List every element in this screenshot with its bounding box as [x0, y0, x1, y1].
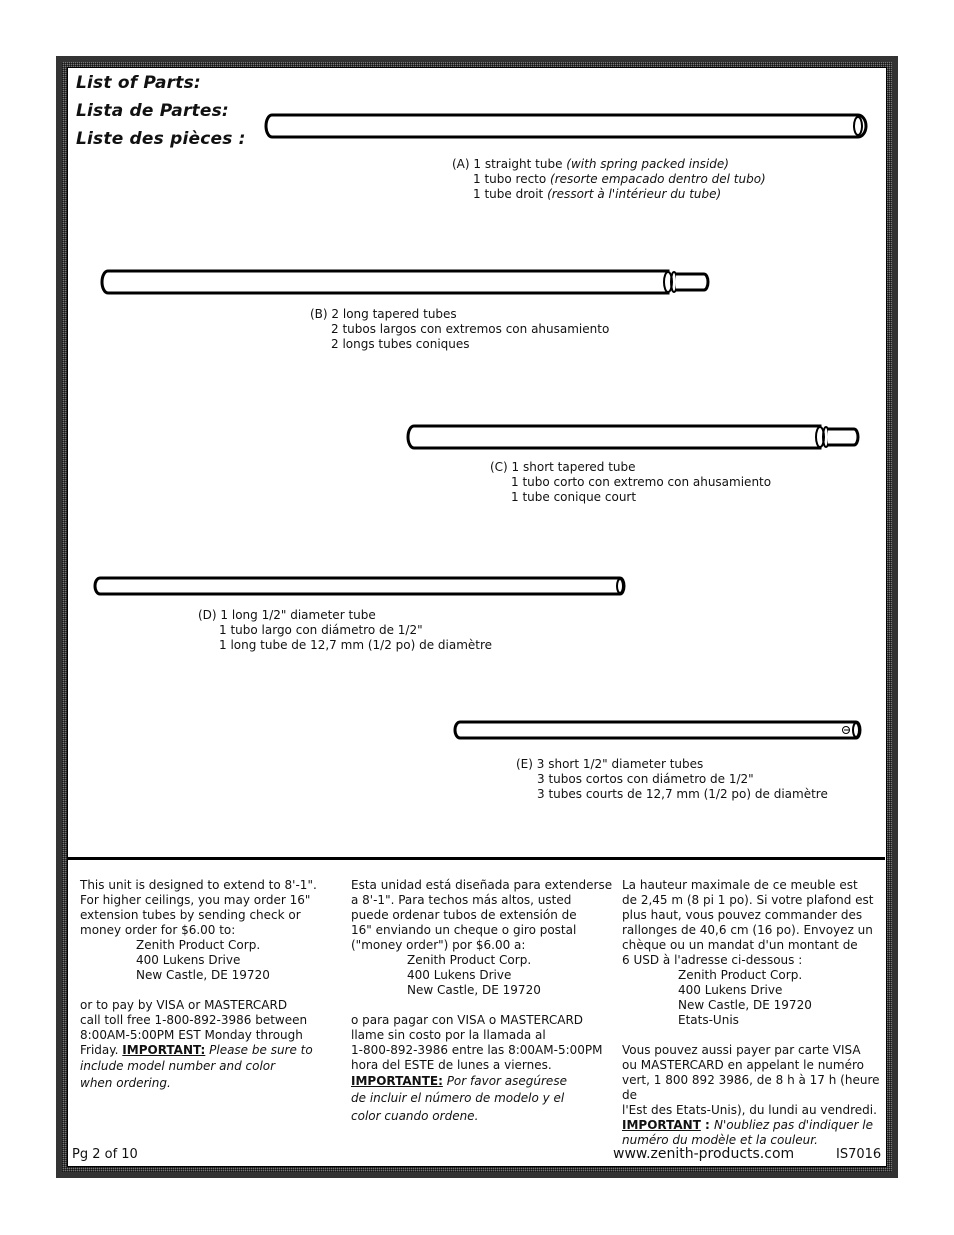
tube-e-illustration: [450, 718, 868, 742]
part-c-label: (C) 1 short tapered tube 1 tubo corto con extremo con ahusamiento 1 tube conique court: [490, 460, 772, 504]
ordering-info-english: This unit is designed to extend to 8'-1". For higher ceilings, you may order 16" extension tubes by sending check or money order for $6.00 to: Zenith Product Corp. 400 Lukens Drive New Castle, DE 19720 or to pay by VISA or MASTERCARD call toll free 1-800-892-3986 between 8:00AM-5:00PM EST Monday through Friday. IMPORTANT: Please be sure to include model number and color when ordering.: [80, 878, 317, 1090]
ordering-info-spanish: Esta unidad está diseñada para extenderse a 8'-1". Para techos más altos, usted puede ordenar tubos de extensión de 16" enviando un cheque o giro postal ("money order") por $6.00 a: Zenith Product Corp. 400 Lukens Drive New Castle, DE 19720 o para pagar con VISA o MASTERCARD llame sin costo por la llamada al 1-800-892-3986 entre las 8:00AM-5:00PM hora del ESTE de lunes a viernes. IMPORTANTE: Por favor asegúrese de incluir el número de modelo y el color cuando ordene.: [351, 878, 613, 1123]
tube-a-illustration: [262, 110, 870, 142]
part-b-label: (B) 2 long tapered tubes 2 tubos largos con extremos con ahusamiento 2 longs tubes coniques: [310, 307, 610, 351]
tube-c-illustration: [402, 422, 866, 452]
document-code: IS7016: [836, 1147, 882, 1162]
heading-spanish: Lista de Partes:: [76, 101, 229, 121]
part-e-label: (E) 3 short 1/2" diameter tubes 3 tubos cortos con diámetro de 1/2" 3 tubes courts de 12,7 mm (1/2 po) de diamètre: [516, 757, 828, 801]
tube-b-illustration: [96, 267, 716, 297]
section-divider: [67, 857, 885, 860]
part-d-label: (D) 1 long 1/2" diameter tube 1 tubo largo con diámetro de 1/2" 1 long tube de 12,7 mm (1/2 po) de diamètre: [198, 608, 493, 652]
part-a-label: (A) 1 straight tube (with spring packed inside) 1 tubo recto (resorte empacado dentro del tubo) 1 tube droit (ressort à l'intérieur du tube): [452, 157, 766, 201]
website-url: www.zenith-products.com: [613, 1146, 795, 1162]
heading-french: Liste des pièces :: [76, 129, 246, 149]
ordering-info-french: La hauteur maximale de ce meuble est de 2,45 m (8 pi 1 po). Si votre plafond est plus haut, vous pouvez commander des rallonges de 40,6 cm (16 po). Envoyez un chèque ou un mandat d'un montant de 6 USD à l'adresse ci-dessous : Zenith Product Corp. 400 Lukens Drive New Castle, DE 19720 Etats-Unis Vous pouvez aussi payer par carte VISA ou MASTERCARD en appelant le numéro vert, 1 800 892 3986, de 8 h à 17 h (heure de l'Est des Etats-Unis), du lundi au vendredi. IMPORTANT : N'oubliez pas d'indiquer le numéro du modèle et la couleur.: [622, 878, 880, 1147]
tube-d-illustration: [90, 574, 632, 598]
heading-english: List of Parts:: [76, 73, 201, 93]
page-number: Pg 2 of 10: [72, 1147, 138, 1162]
